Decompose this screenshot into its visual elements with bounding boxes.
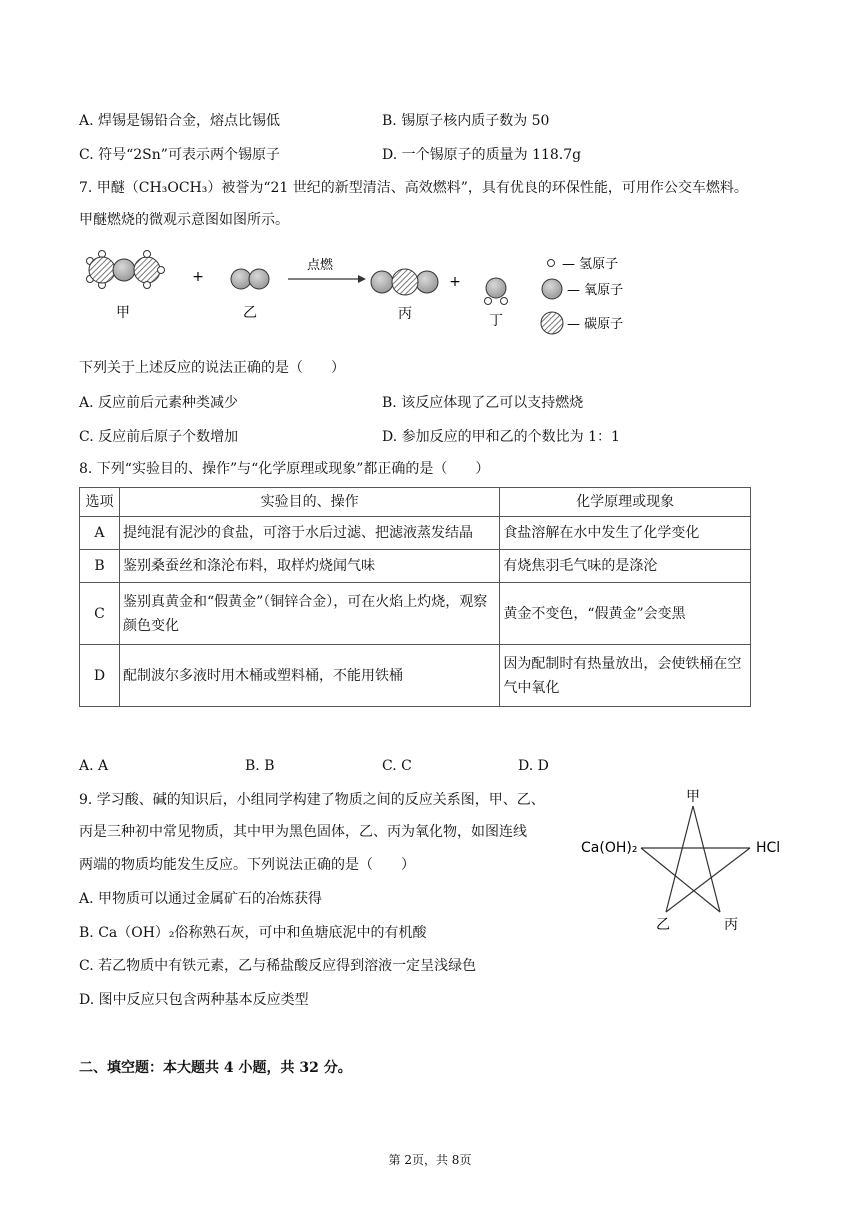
q6-options-row-1 xyxy=(79,111,779,131)
q8-options-row xyxy=(79,756,779,776)
section-2-title: 二、填空题：本大题共 4 小题，共 32 分。 xyxy=(79,1060,352,1076)
legend-hydrogen: — 氢原子 xyxy=(562,257,619,272)
row-a-principle: 食盐溶解在水中发生了化学变化 xyxy=(500,517,751,550)
row-c-option: C xyxy=(80,583,120,645)
table-row xyxy=(80,517,751,550)
q8-option-d: D. D xyxy=(518,758,549,774)
q6-option-b: B. 锡原子核内质子数为 50 xyxy=(382,113,550,129)
header-purpose: 实验目的、操作 xyxy=(119,488,499,517)
page-footer: 第 2页，共 8页 xyxy=(388,1153,472,1167)
q9-option-b: B. Ca（OH）₂俗称熟石灰，可中和鱼塘底泥中的有机酸 xyxy=(79,925,427,941)
q9-stem-line-2: 丙是三种初中常见物质，其中甲为黑色固体，乙、丙为氧化物，如图连线 xyxy=(79,824,527,840)
q6-option-a: A. 焊锡是锡铅合金，熔点比锡低 xyxy=(79,113,281,129)
node-yi: 乙 xyxy=(656,917,670,933)
molecule-yi xyxy=(231,269,269,289)
q6-option-d: D. 一个锡原子的质量为 118.7g xyxy=(382,147,582,163)
node-hcl: HCl xyxy=(756,840,781,856)
table-row xyxy=(80,550,751,583)
table-row xyxy=(80,645,751,707)
diagram-legend xyxy=(541,257,623,334)
legend-carbon: — 碳原子 xyxy=(567,317,624,332)
q7-options-row-2 xyxy=(79,427,779,447)
q7-options-row-1 xyxy=(79,393,779,413)
q7-option-a: A. 反应前后元素种类减少 xyxy=(79,395,239,411)
q9-option-c: C. 若乙物质中有铁元素，乙与稀盐酸反应得到溶液一定呈浅绿色 xyxy=(79,958,477,974)
q7-question: 下列关于上述反应的说法正确的是（ ） xyxy=(79,360,345,376)
q8-stem: 8. 下列“实验目的、操作”与“化学原理或现象”都正确的是（ ） xyxy=(79,461,490,477)
row-b-purpose: 鉴别桑蚕丝和涤沦布料，取样灼烧闻气味 xyxy=(119,550,499,583)
header-principle: 化学原理或现象 xyxy=(500,488,751,517)
q9-stem-line-3: 两端的物质均能发生反应。下列说法正确的是（ ） xyxy=(79,857,415,873)
q7-option-c: C. 反应前后原子个数增加 xyxy=(79,429,239,445)
row-d-option: D xyxy=(80,645,120,707)
q8-table xyxy=(79,487,751,707)
q9-option-d: D. 图中反应只包含两种基本反应类型 xyxy=(79,992,309,1008)
plus-sign-2: + xyxy=(449,274,461,290)
table-header-row xyxy=(80,488,751,517)
q7-reaction-diagram xyxy=(75,245,655,340)
q8-option-a: A. A xyxy=(79,758,109,774)
molecule-bing xyxy=(371,269,438,295)
row-a-purpose: 提纯混有泥沙的食盐，可溶于水后过滤、把滤液蒸发结晶 xyxy=(119,517,499,550)
q9-option-a: A. 甲物质可以通过金属矿石的冶炼获得 xyxy=(79,891,323,907)
label-yi: 乙 xyxy=(243,305,257,321)
reaction-arrow xyxy=(288,275,366,283)
row-b-option: B xyxy=(80,550,120,583)
header-option: 选项 xyxy=(80,488,120,517)
q9-stem-line-1: 9. 学习酸、碱的知识后，小组同学构建了物质之间的反应关系图，甲、乙、 xyxy=(79,792,545,808)
star-lines xyxy=(641,806,750,912)
arrow-condition: 点燃 xyxy=(306,258,334,273)
q7-option-b: B. 该反应体现了乙可以支持燃烧 xyxy=(382,395,584,411)
molecule-jia xyxy=(87,251,165,289)
row-b-principle: 有烧焦羽毛气味的是涤沦 xyxy=(500,550,751,583)
node-caoh2: Ca(OH)₂ xyxy=(581,840,638,856)
legend-oxygen: — 氧原子 xyxy=(567,283,624,298)
q7-stem-line-1: 7. 甲醚（CH₃OCH₃）被誉为“21 世纪的新型清洁、高效燃料”，具有优良的环保性能，可用作公交车燃料。 xyxy=(79,180,748,196)
q8-option-b: B. B xyxy=(245,758,275,774)
q8-option-c: C. C xyxy=(382,758,412,774)
q6-option-c: C. 符号“2Sn”可表示两个锡原子 xyxy=(79,147,280,163)
label-jia: 甲 xyxy=(116,305,130,321)
table-row xyxy=(80,583,751,645)
row-d-principle: 因为配制时有热量放出，会使铁桶在空气中氧化 xyxy=(500,645,751,707)
node-jia: 甲 xyxy=(686,789,700,805)
label-bing: 丙 xyxy=(398,306,412,322)
node-bing: 丙 xyxy=(724,917,738,933)
label-ding: 丁 xyxy=(489,313,503,329)
q9-star-diagram xyxy=(578,786,790,934)
row-c-purpose: 鉴别真黄金和“假黄金”（铜锌合金），可在火焰上灼烧，观察颜色变化 xyxy=(119,583,499,645)
row-a-option: A xyxy=(80,517,120,550)
row-c-principle: 黄金不变色，“假黄金”会变黑 xyxy=(500,583,751,645)
molecule-ding xyxy=(485,278,508,305)
plus-sign-1: + xyxy=(192,269,204,285)
row-d-purpose: 配制波尔多液时用木桶或塑料桶，不能用铁桶 xyxy=(119,645,499,707)
q7-stem-line-2: 甲醚燃烧的微观示意图如图所示。 xyxy=(79,212,289,228)
q6-options-row-2 xyxy=(79,145,779,165)
q7-option-d: D. 参加反应的甲和乙的个数比为 1：1 xyxy=(382,429,620,445)
